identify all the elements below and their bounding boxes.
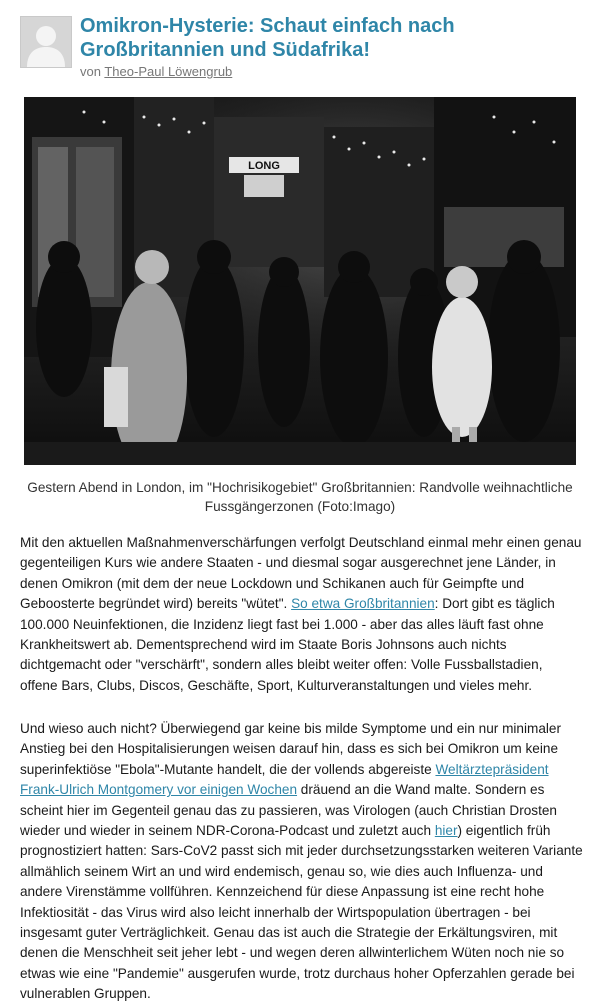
byline-prefix: von (80, 64, 101, 79)
paragraph-text: Und wieso auch nicht? Überwiegend gar keine bis milde Symptome und ein nur minimaler Anstieg bei den Hospitalisierungen weisen darauf hin, dass es sich bei Omikron um keine superinfektiöse "Ebola"-Mutante handelt, die der vollends abgereiste (20, 721, 562, 777)
paragraph-text: dräuend an die Wand malte. Sondern es scheint hier im Gegenteil genau das zu passieren, was Virologen (auch Christian Drosten wieder und wieder in seinem NDR-Corona-Podcast und zuletzt auch (20, 782, 557, 839)
link-grossbritannien[interactable]: So etwa Großbritannien (291, 596, 435, 612)
link-hier[interactable]: hier (434, 823, 458, 839)
paragraph-text: ) eigentlich früh prognostiziert hatten: Sars-CoV2 passt sich mit jeder durchsetzungsstarken weiteren Variante allmählich seinem Wirt an und wird endemisch, genau so, wie dies auch Influenza- und andere Virenstämme vollführen. Kennzeichend für diese Anpassung ist eine recht hohe Infektiosität - das Virus wird also leicht innerhalb der Wirtspopulation übertragen - bei insgesamt guter Verträglichkeit. Genau das ist auch die Strategie der Erkältungsviren, mit denen die Menschheit seit jeher lebt - und wegen deren allwinterlichem Wüten noch nie so etwas wie eine "Pandemie" ausgerufen wurde, trotz durchaus hoher Opferzahlen gerade bei vulnerablen Gruppen. (20, 823, 583, 1002)
shop-sign-text: LONG (248, 160, 280, 172)
link-montgomery[interactable]: Weltärztepräsident Frank-Ulrich Montgomery vor einigen Wochen (20, 761, 549, 798)
crowd-street-photo (24, 97, 576, 465)
byline (80, 64, 232, 79)
paragraph-text: : Dort gibt es täglich 100.000 Neuinfektionen, die Inzidenz liegt fast bei 1.000 - aber das alles läuft fast ohne Krankheitswert ab. Dementsprechend wird im Staate Boris Johnsons auch nichts dichtgemacht oder "verschärft", sondern alles bleibt weiter offen: Volle Fussballstadien, offene Bars, Clubs, Discos, Geschäfte, Sport, Kulturveranstaltungen und vieles mehr. (20, 596, 555, 693)
paragraph-text: Mit den aktuellen Maßnahmenverschärfungen verfolgt Deutschland einmal mehr einen genau gegenteiligen Kurs wie andere Staaten - und diesmal sogar ausgerechnet jene Länder, in denen Omikron (mit dem der neue Lockdown und Schikanen auch für Geimpfte und Geboosterte begründet wird) bereits "wütet". (20, 535, 582, 612)
avatar-placeholder-icon (21, 17, 71, 67)
article-header (20, 14, 580, 84)
article-title[interactable]: Omikron-Hysterie: Schaut einfach nach Großbritannien und Südafrika! (80, 15, 455, 61)
article-paragraph-1 (20, 533, 583, 696)
article-paragraph-2 (20, 719, 583, 1005)
author-link[interactable]: Theo-Paul Löwengrub (104, 64, 233, 79)
author-avatar[interactable] (20, 16, 72, 68)
article-photo (24, 97, 576, 465)
photo-caption: Gestern Abend in London, im "Hochrisikogebiet" Großbritannien: Randvolle weihnachtliche Fussgängerzonen (Foto:Imago) (27, 480, 573, 514)
